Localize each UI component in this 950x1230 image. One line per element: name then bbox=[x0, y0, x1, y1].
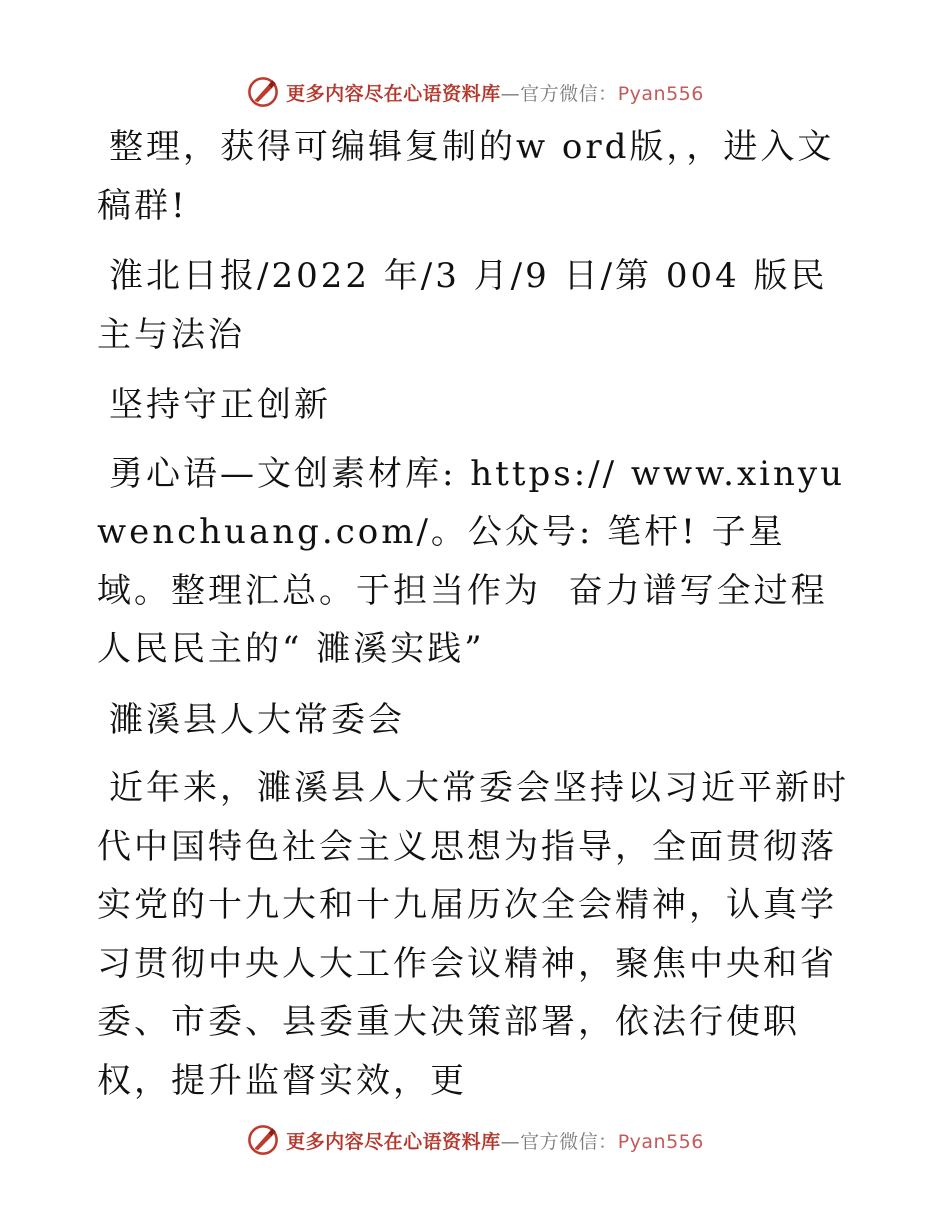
watermark-separator: — bbox=[500, 82, 521, 105]
watermark-site-text: 更多内容尽在心语资料库 bbox=[286, 82, 501, 105]
watermark-banner-top bbox=[0, 70, 950, 114]
watermark-wechat-label: 官方微信： bbox=[520, 1130, 618, 1153]
source-line: 淮北日报/2022 年/3 月/9 日/第 004 版民主与法治 bbox=[97, 256, 828, 355]
intro-paragraph: 整理，获得可编辑复制的w ord版，，进入文稿群! bbox=[97, 127, 835, 226]
watermark-text bbox=[286, 1127, 704, 1154]
watermark-wechat-id: Pyan556 bbox=[617, 1130, 704, 1153]
subtitle-paragraph: 勇心语—文创素材库: https:// www.xinyuwenchuang.com/。公众号: 笔杆! 子星域。整理汇总。于担当作为 奋力谱写全过程人民民主的“ 濉溪实践” bbox=[97, 453, 846, 669]
pen-logo-icon bbox=[246, 75, 280, 109]
body-paragraph: 近年来，濉溪县人大常委会坚持以习近平新时代中国特色社会主义思想为指导，全面贯彻落实党的十九大和十九届历次全会精神，认真学习贯彻中央人大工作会议精神，聚焦中央和省委、市委、县委重大决策部署，依法行使职权，提升监督实效，更 bbox=[97, 768, 849, 1101]
document-body bbox=[97, 118, 857, 1122]
pen-logo-icon bbox=[246, 1123, 280, 1157]
watermark-wechat-label: 官方微信： bbox=[520, 82, 618, 105]
watermark-banner-bottom bbox=[0, 1118, 950, 1162]
author-line: 濉溪县人大常委会 bbox=[109, 699, 405, 740]
watermark-text bbox=[286, 79, 704, 106]
watermark-wechat-id: Pyan556 bbox=[617, 82, 704, 105]
watermark-separator: — bbox=[500, 1130, 521, 1153]
watermark-site-text: 更多内容尽在心语资料库 bbox=[286, 1130, 501, 1153]
article-title: 坚持守正创新 bbox=[109, 385, 331, 425]
